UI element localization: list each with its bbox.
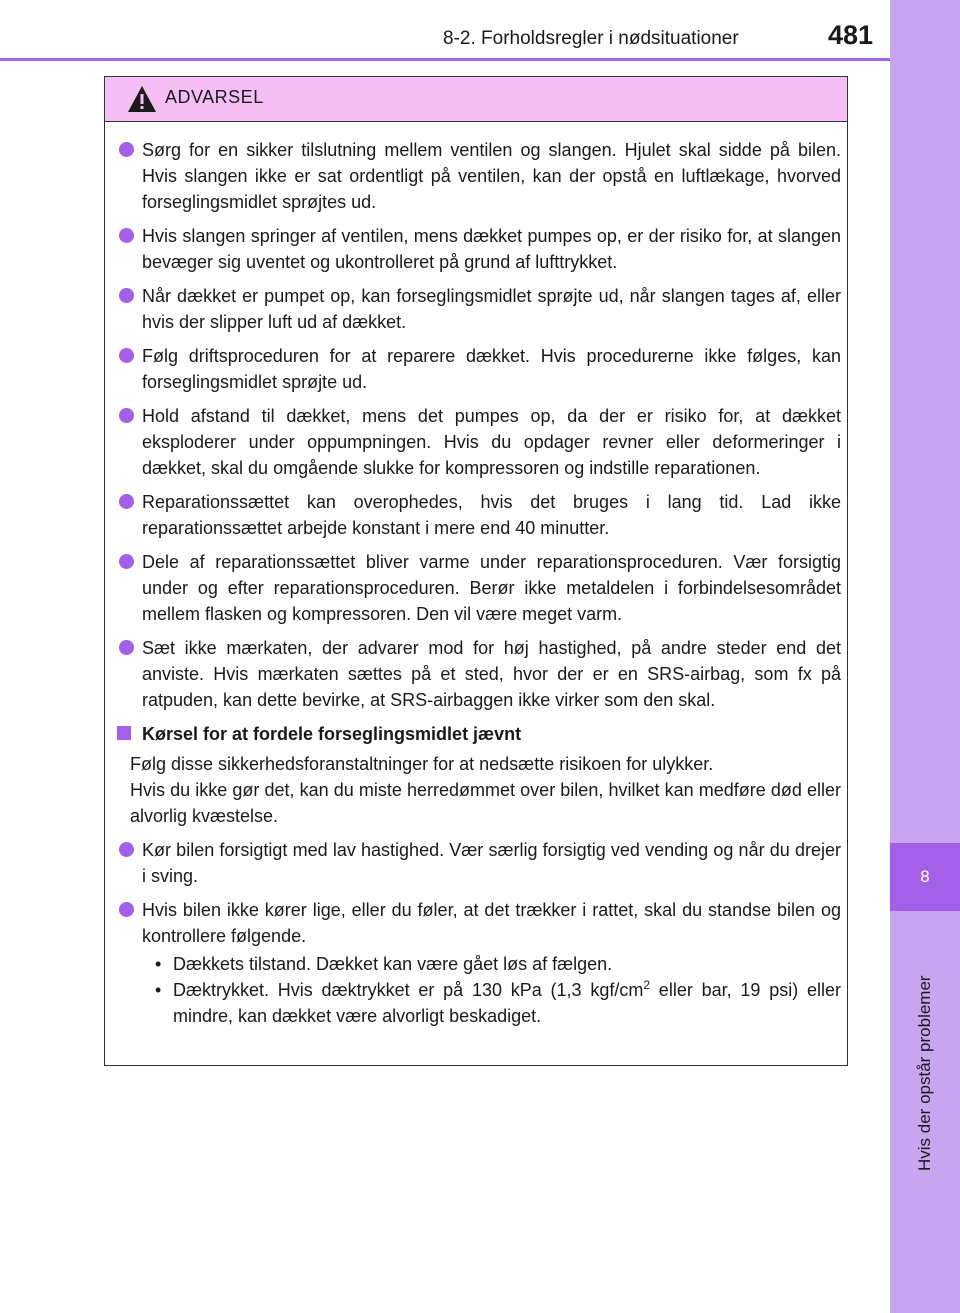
section-paragraph-line: Hvis du ikke gør det, kan du miste herredømmet over bilen, hvilket kan medføre død eller alvorlig kvæstelse. [130,780,841,826]
section-item [117,837,841,889]
section-heading-text: Kørsel for at fordele forseglingsmidlet jævnt [142,724,522,744]
bullet-icon [119,494,134,509]
chapter-side-tab [890,0,960,1313]
warning-item-text: Følg driftsproceduren for at reparere dækket. Hvis procedurerne ikke følges, kan forseglingsmidlet sprøjte ud. [142,346,841,392]
warning-header [105,77,847,122]
warning-box [104,76,848,1066]
warning-item-text: Sæt ikke mærkaten, der advarer mod for høj hastighed, på andre steder end det anviste. Hvis mærkaten sættes på et sted, hvor der er en SRS-airbag, som fx på ratpuden, kan dette bevirke, at SRS-airbaggen ikke virker som den skal. [142,638,841,710]
sub-item [155,951,841,977]
sub-item-text-cont: eller bar, 19 psi) eller mindre, kan dækket være alvorligt beskadiget. [173,980,841,1026]
dot-bullet: • [155,954,162,974]
warning-item-text: Dele af reparationssættet bliver varme under reparationsproceduren. Vær forsigtig under og efter reparationsproceduren. Berør ikke metaldelen i forbindelsesområdet mellem flasken og kompressoren. Den vil være meget varm. [142,552,841,624]
sub-item-text: Dæktrykket. Hvis dæktrykket er på 130 kPa (1,3 kgf/cm [173,980,644,1000]
section-paragraph [117,751,841,829]
superscript: 2 [643,978,651,992]
section-item-text: Kør bilen forsigtigt med lav hastighed. Vær særlig forsigtig ved vending og når du drejer i sving. [142,840,841,886]
warning-triangle-icon [127,85,157,113]
chapter-title: Hvis der opstår problemer [915,975,934,1171]
square-bullet-icon [117,726,131,740]
bullet-icon [119,554,134,569]
section-paragraph-line: Følg disse sikkerhedsforanstaltninger for at nedsætte risikoen for ulykker. [130,754,714,774]
warning-item [117,403,841,481]
warning-item [117,343,841,395]
section-heading [117,721,841,747]
sub-list [117,951,841,1029]
header-divider [0,58,890,61]
section-item [117,897,841,1029]
bullet-icon [119,408,134,423]
warning-item [117,489,841,541]
bullet-icon [119,640,134,655]
warning-content [117,137,841,1037]
bullet-icon [119,228,134,243]
bullet-icon [119,142,134,157]
dot-bullet: • [155,980,162,1000]
sub-item [155,977,841,1029]
warning-item [117,549,841,627]
page-number: 481 [828,20,874,50]
warning-item-text: Sørg for en sikker tilslutning mellem ventilen og slangen. Hjulet skal sidde på bilen. Hvis slangen ikke er sat ordentligt på ventilen, kan der opstå en luftlækage, hvorved forseglingsmidlet sprøjtes ud. [142,140,841,212]
bullet-icon [119,288,134,303]
chapter-title-container [890,921,960,1171]
warning-item-text: Reparationssættet kan overophedes, hvis det bruges i lang tid. Lad ikke reparationssættet arbejde konstant i mere end 40 minutter. [142,492,841,538]
section-item-text: Hvis bilen ikke kører lige, eller du føler, at det trækker i rattet, skal du standse bilen og kontrollere følgende. [142,900,841,946]
warning-item [117,635,841,713]
bullet-icon [119,348,134,363]
warning-item [117,223,841,275]
sub-item-text: Dækkets tilstand. Dækket kan være gået løs af fælgen. [173,954,613,974]
warning-label: ADVARSEL [165,87,264,107]
bullet-icon [119,842,134,857]
bullet-icon [119,902,134,917]
warning-item [117,283,841,335]
section-header: 8-2. Forholdsregler i nødsituationer [443,28,739,49]
warning-item-text: Hvis slangen springer af ventilen, mens dækket pumpes op, er der risiko for, at slangen bevæger sig uventet og ukontrolleret på grund af lufttrykket. [142,226,841,272]
warning-item-text: Hold afstand til dækket, mens det pumpes op, da der er risiko for, at dækket eksploderer under oppumpningen. Hvis du opdager revner eller deformeringer i dækket, skal du omgående slukke for kompressoren og indstille reparationen. [142,406,841,478]
chapter-number: 8 [890,843,960,911]
warning-item [117,137,841,215]
warning-item-text: Når dækket er pumpet op, kan forseglingsmidlet sprøjte ud, når slangen tages af, eller hvis der slipper luft ud af dækket. [142,286,841,332]
